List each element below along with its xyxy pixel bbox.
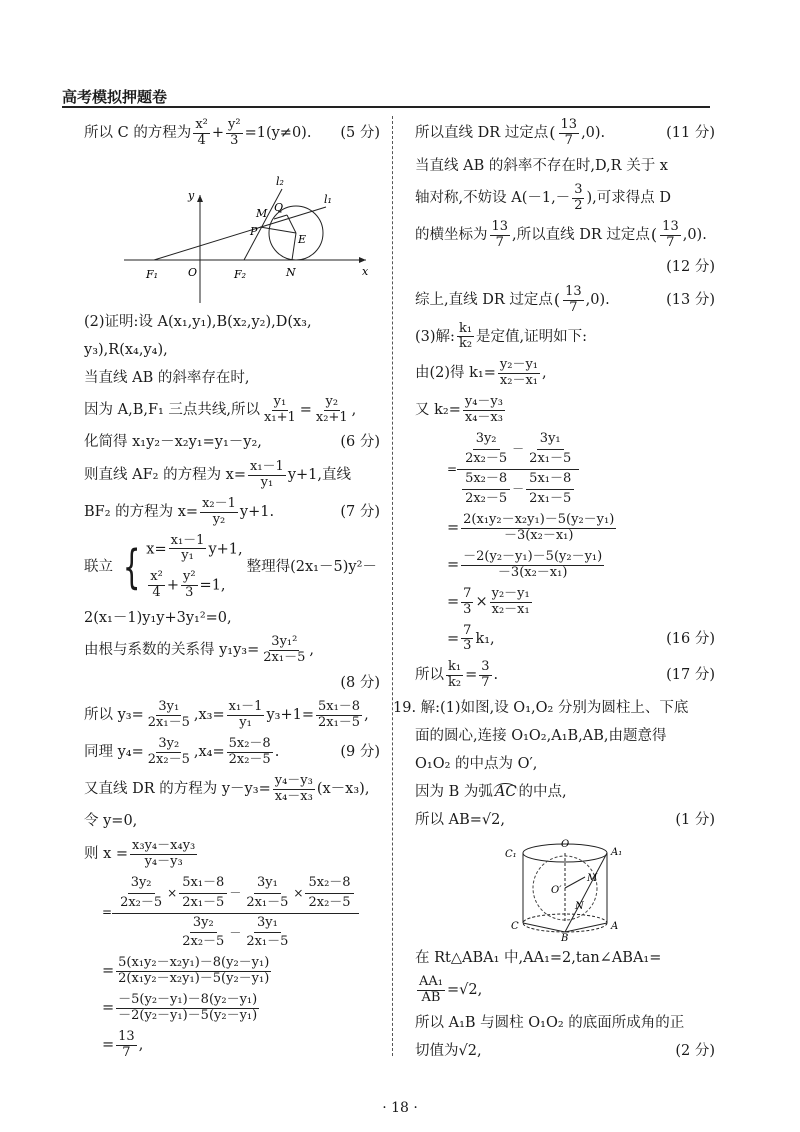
line: = $\frac{7}{3}$ k₁, (16 分) bbox=[447, 622, 715, 654]
line: (3)解: k₁ k₂ 是定值,证明如下: bbox=[415, 320, 588, 352]
svg-text:O: O bbox=[561, 839, 570, 851]
line: 因为 B 为弧 AC 的中点, bbox=[415, 783, 567, 801]
label-P: P bbox=[250, 224, 258, 238]
svg-text:C: C bbox=[511, 921, 519, 933]
label-y: y bbox=[188, 188, 195, 202]
score: (1 分) bbox=[675, 811, 715, 828]
line: = $\frac{\text{－2(y₂－y₁)－5(y₂－y₁)}}{\text{－3(x₂－x₁)}}$ bbox=[447, 548, 603, 580]
page-number: · 18 · bbox=[382, 1100, 418, 1116]
line: 则 x = $\frac{\text{x₃y₄－x₄y₃}}{\text{y₄－y₃}}$ bbox=[84, 837, 196, 869]
line: O₁O₂ 的中点为 O′, bbox=[415, 755, 538, 772]
header-rule bbox=[62, 106, 710, 108]
line-compound-fraction: = $\frac{\text{3y₂}}{\text{2x₂－5}}$ × $\frac{\text{5x₁－8}}{\text{2x₁－5}}$ － $\frac{\text{3y₁}}{\text{2x₁－5}}$ × $\frac{\text{5x₂－8}}{\text{2x₂－5}}$ $\frac{\text{3y₂}}{\text{2x₂－5}}$ － $\frac{\text{3y₁}}{\text{2x₁－5}}$ bbox=[84, 876, 380, 951]
line: 所以 AB=√2, (1 分) bbox=[415, 811, 715, 828]
label-l2: l₂ bbox=[276, 174, 284, 188]
cylinder-figure bbox=[415, 837, 715, 941]
score: (11 分) bbox=[666, 125, 715, 142]
score: (6 分) bbox=[340, 434, 380, 451]
score: (2 分) bbox=[675, 1042, 715, 1059]
line: $\frac{\text{AA₁}}{AB}$ =√2, bbox=[419, 974, 483, 1006]
line: (2)证明:设 A(x₁,y₁),B(x₂,y₂),D(x₃, bbox=[84, 313, 312, 330]
svg-text:O′: O′ bbox=[551, 885, 562, 897]
score: (17 分) bbox=[666, 667, 715, 684]
line: = $\frac{13}{7}$ , bbox=[102, 1029, 144, 1061]
line-compound-fraction: = $\frac{\text{3y₂}}{\text{2x₂－5}}$ － $\frac{\text{3y₁}}{\text{2x₁－5}}$ $\frac{\text{5x₂－8}}{\text{2x₂－5}}$ － $\frac{\text{5x₁－8}}{\text{2x₁－5}}$ bbox=[415, 432, 715, 507]
line: 当直线 AB 的斜率不存在时,D,R 关于 x bbox=[415, 157, 668, 174]
line: 面的圆心,连接 O₁O₂,A₁B,AB,由题意得 bbox=[415, 727, 667, 744]
svg-text:A₁: A₁ bbox=[611, 847, 623, 859]
line: 的横坐标为 13 7 ,所以直线 DR 过定点 ( 13 7 ,0). bbox=[415, 218, 707, 250]
question-19-start: 19. 解:(1)如图,设 O₁,O₂ 分别为圆柱上、下底 bbox=[393, 699, 689, 716]
score: (5 分) bbox=[340, 125, 380, 142]
line: 轴对称,不妨设 A(－1,－ 3 2 ),可求得点 D bbox=[415, 181, 671, 213]
fraction: $\frac{\text{y²}}{3}$ bbox=[228, 117, 241, 148]
line: 令 y=0, bbox=[84, 813, 138, 830]
line: 综上,直线 DR 过定点 ( 13 7 ,0). (13 分) bbox=[415, 283, 715, 315]
line: 所以 $\frac{\text{k₁}}{\text{k₂}}$ = $\frac{3}{7}$ . (17 分) bbox=[415, 659, 715, 691]
line: = $\frac{\text{2(x₁y₂－x₂y₁)－5(y₂－y₁)}}{\text{－3(x₂－x₁)}}$ bbox=[447, 511, 615, 543]
line bbox=[415, 257, 715, 279]
ellipse-tangent-figure bbox=[84, 155, 380, 305]
fraction: x² 4 bbox=[195, 117, 208, 148]
score: (7 分) bbox=[340, 503, 380, 520]
line: 所以 C 的方程为 x² 4 + $\frac{\text{y²}}{3}$ =1(y≠0). (5 分) bbox=[84, 117, 380, 148]
line: 化简得 x₁y₂－x₂y₁=y₁－y₂, (6 分) bbox=[84, 434, 380, 451]
score: (9 分) bbox=[340, 744, 380, 761]
line: 由(2)得 k₁= $\frac{\text{y₂－y₁}}{\text{x₂－x₁}}$ , bbox=[415, 357, 547, 389]
svg-text:N: N bbox=[575, 901, 584, 913]
page-header-title: 高考模拟押题卷 bbox=[62, 88, 168, 106]
label-F2: F₂ bbox=[234, 267, 247, 281]
compound-fraction: $\frac{\text{3y₂}}{\text{2x₂－5}}$ － $\frac{\text{3y₁}}{\text{2x₁－5}}$ $\frac{\text{5x₂－8}}{\text{2x₂－5}}$ － $\frac{\text{5x₁－8}}{\text{2x₁－5}}$ bbox=[457, 432, 579, 507]
svg-text:B: B bbox=[561, 933, 569, 942]
line: 则直线 AF₂ 的方程为 x= $\frac{\text{x₁－1}}{\text{y₁}}$ y+1,直线 bbox=[84, 458, 352, 490]
score: (16 分) bbox=[666, 630, 715, 647]
line-system: 联立 { x= $\frac{\text{x₁－1}}{\text{y₁}}$ y+1, $\frac{\text{x²}}{4}$ + $\frac{\text{y²}}{3}$ =1, 整理得(2x₁－5)y²－ bbox=[84, 532, 377, 601]
left-column bbox=[84, 112, 380, 1067]
line: 所以直线 DR 过定点 ( 13 7 ,0). (11 分) bbox=[415, 117, 715, 148]
line: = $\frac{7}{3}$ × $\frac{\text{y₂－y₁}}{\text{x₂－x₁}}$ bbox=[447, 585, 530, 617]
svg-text:A: A bbox=[611, 921, 619, 933]
line: 同理 y₄= $\frac{\text{3y₂}}{\text{2x₂－5}}$ ,x₄= $\frac{\text{5x₂－8}}{\text{2x₂－5}}$ . (9 分) bbox=[84, 736, 380, 767]
arc-notation: AC bbox=[494, 784, 517, 801]
score: (12 分) bbox=[666, 259, 715, 276]
label-F1: F₁ bbox=[146, 267, 159, 281]
svg-text:C₁: C₁ bbox=[505, 849, 517, 861]
line: 所以 A₁B 与圆柱 O₁O₂ 的底面所成角的正 bbox=[415, 1014, 685, 1031]
label-x: x bbox=[362, 264, 369, 278]
label-E: E bbox=[298, 232, 307, 246]
line: 因为 A,B,F₁ 三点共线,所以 $\frac{\text{y₁}}{\text{x₁+1}}$ = $\frac{\text{y₂}}{\text{x₂+1}}$ , bbox=[84, 393, 357, 425]
line: 所以 y₃= $\frac{\text{3y₁}}{\text{2x₁－5}}$ ,x₃= $\frac{\text{x₁－1}}{\text{y₁}}$ y₃+1= $\frac{\text{5x₁－8}}{\text{2x₁－5}}$ , bbox=[84, 699, 369, 731]
compound-fraction: $\frac{\text{3y₂}}{\text{2x₂－5}}$ × $\frac{\text{5x₁－8}}{\text{2x₁－5}}$ － $\frac{\text{3y₁}}{\text{2x₁－5}}$ × $\frac{\text{5x₂－8}}{\text{2x₂－5}}$ $\frac{\text{3y₂}}{\text{2x₂－5}}$ － $\frac{\text{3y₁}}{\text{2x₁－5}}$ bbox=[112, 876, 359, 951]
line: = $\frac{\text{5(x₁y₂－x₂y₁)－8(y₂－y₁)}}{\text{2(x₁y₂－x₂y₁)－5(y₂－y₁)}}$ bbox=[102, 955, 270, 987]
line: 又 k₂= $\frac{\text{y₄－y₃}}{\text{x₄－x₃}}$ bbox=[415, 394, 503, 426]
right-column bbox=[393, 112, 715, 1068]
score: (8 分) bbox=[340, 674, 380, 691]
label-O: O bbox=[188, 265, 198, 279]
line bbox=[84, 672, 380, 694]
line: BF₂ 的方程为 x= $\frac{\text{x₂－1}}{\text{y₂}}$ y+1. (7 分) bbox=[84, 495, 380, 527]
score: (13 分) bbox=[666, 291, 715, 308]
line: 当直线 AB 的斜率存在时, bbox=[84, 369, 250, 386]
equation-system: { x= $\frac{\text{x₁－1}}{\text{y₁}}$ y+1, $\frac{\text{x²}}{4}$ + $\frac{\text{y²}}{3}$ =1, bbox=[122, 532, 243, 601]
label-Q: Q bbox=[274, 200, 284, 214]
line: 切值为√2, (2 分) bbox=[415, 1042, 715, 1059]
line: 在 Rt△ABA₁ 中,AA₁=2,tan∠ABA₁= bbox=[415, 949, 662, 966]
column-divider bbox=[392, 116, 394, 1056]
line: y₃),R(x₄,y₄), bbox=[84, 341, 168, 358]
svg-text:M: M bbox=[587, 873, 598, 885]
label-N: N bbox=[286, 265, 296, 279]
line: 2(x₁－1)y₁y+3y₁²=0, bbox=[84, 609, 232, 626]
line: 由根与系数的关系得 y₁y₃= $\frac{\text{3y₁²}}{\text{2x₁－5}}$ , bbox=[84, 634, 314, 666]
line: 又直线 DR 的方程为 y－y₃= $\frac{\text{y₄－y₃}}{\text{x₄－x₃}}$ (x－x₃), bbox=[84, 772, 370, 804]
label-M: M bbox=[256, 206, 268, 220]
line: = $\frac{\text{－5(y₂－y₁)－8(y₂－y₁)}}{\text{－2(y₂－y₁)－5(y₂－y₁)}}$ bbox=[102, 992, 258, 1024]
label-l1: l₁ bbox=[324, 192, 332, 206]
